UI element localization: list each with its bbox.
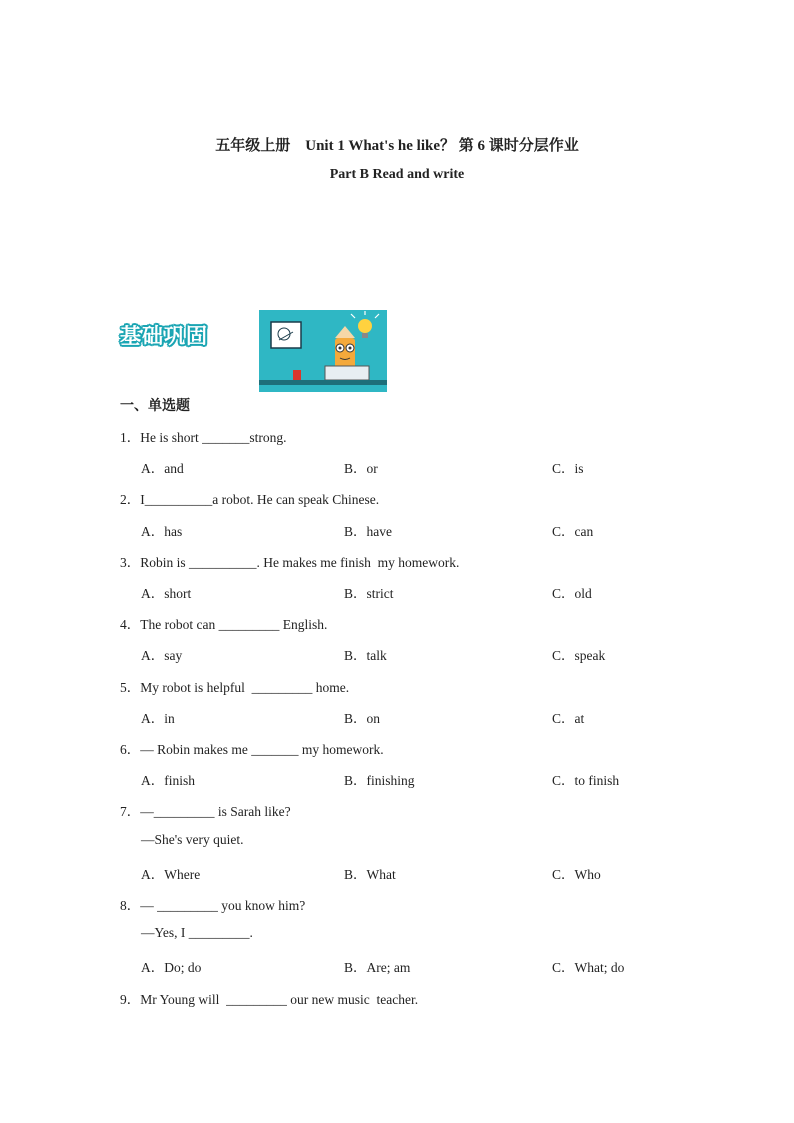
answer-option: C．Who (552, 866, 601, 882)
section-banner (120, 310, 390, 394)
answer-option: C．to finish (552, 773, 620, 789)
answer-option: B．finishing (344, 773, 415, 789)
question-stem: 2．I__________a robot. He can speak Chinese. (120, 492, 380, 508)
answer-option: B．on (344, 710, 381, 726)
answer-option: C．speak (552, 648, 606, 664)
answer-option: A．Do; do (141, 960, 202, 976)
question-stem: 9．Mr Young will _________ our new music teacher. (120, 991, 419, 1007)
question-stem: 7．—_________ is Sarah like? (120, 804, 291, 820)
answer-option: C．is (552, 461, 584, 477)
question-stem: 6．— Robin makes me _______ my homework. (120, 742, 384, 757)
answer-option: B．strict (344, 586, 394, 601)
teacher-illustration-icon (259, 310, 387, 392)
question-stem: 5．My robot is helpful _________ home. (120, 679, 350, 695)
question-stem: 8．— _________ you know him? (120, 898, 306, 913)
answer-option: A．and (141, 461, 184, 477)
question-stem: 1．He is short _______strong. (120, 430, 287, 445)
answer-option: B．have (344, 523, 392, 539)
page-title: 五年级上册 Unit 1 What's he like？ 第 6 课时分层作业 (215, 138, 579, 154)
answer-option: B．talk (344, 648, 387, 664)
answer-option: C．old (552, 586, 592, 601)
banner-text: 基础巩固 (120, 324, 208, 348)
answer-option: C．can (552, 523, 594, 539)
question-stem-continued: —She's very quiet. (141, 831, 244, 847)
answer-option: C．What; do (552, 960, 625, 976)
answer-option: B．or (344, 461, 378, 477)
answer-option: A．in (141, 710, 175, 726)
answer-option: A．short (141, 586, 192, 601)
answer-option: A．has (141, 523, 183, 539)
question-stem-continued: —Yes, I _________. (141, 925, 253, 941)
question-stem: 4．The robot can _________ English. (120, 617, 328, 633)
answer-option: B．What (344, 866, 396, 882)
answer-option: C．at (552, 710, 585, 726)
answer-option: A．finish (141, 773, 195, 789)
answer-option: A．Where (141, 866, 201, 882)
page-subtitle: Part B Read and write (329, 167, 465, 182)
question-stem: 3．Robin is __________. He makes me finish my homework. (120, 554, 460, 570)
section-title: 一、单选题 (120, 398, 190, 414)
answer-option: B．Are; am (344, 960, 411, 976)
answer-option: A．say (141, 648, 183, 664)
